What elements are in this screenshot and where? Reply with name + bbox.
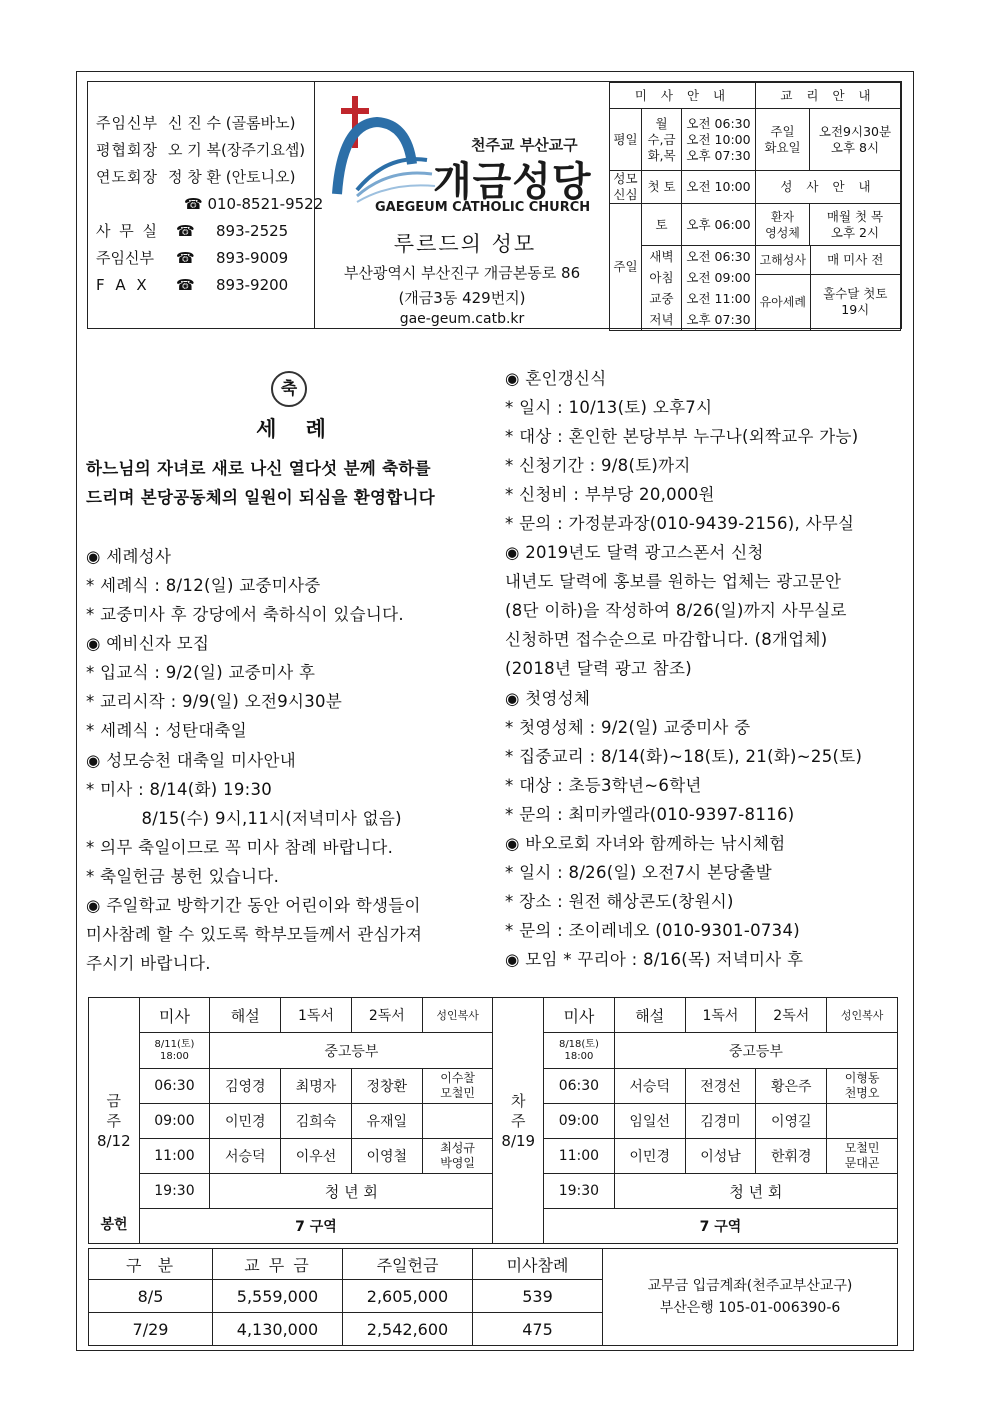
column-header: 구 분 bbox=[89, 1249, 213, 1280]
sacrament-time: 홀수달 첫토 19시 bbox=[823, 286, 888, 318]
notice-line: * 신청비 : 부부당 20,000원 bbox=[505, 485, 715, 504]
column-header: 미사참례 bbox=[473, 1249, 603, 1280]
notice-line: * 미사 : 8/14(화) 19:30 bbox=[86, 780, 273, 799]
notice-heading: ◉ 예비신자 모집 bbox=[86, 634, 210, 653]
notice-line: * 문의 : 가정분과장(010-9439-2156), 사무실 bbox=[505, 514, 855, 533]
mobile-number: 010-8521-9522 bbox=[207, 195, 324, 213]
phone-icon: ☎ bbox=[176, 249, 195, 267]
phone-row bbox=[96, 272, 314, 299]
account-number: 부산은행 105-01-006390-6 bbox=[659, 1300, 841, 1316]
second-reader: 정창환 bbox=[351, 1069, 422, 1104]
offering-cell: 2,605,000 bbox=[343, 1280, 473, 1313]
phone-icon: ☎ bbox=[176, 276, 195, 294]
mass-time: 오전 06:30 bbox=[686, 115, 751, 131]
baptism-intro-line: 드리며 본당공동체의 일원이 되심을 환영합니다 bbox=[86, 488, 435, 507]
notice-line: (2018년 달력 광고 참조) bbox=[505, 659, 692, 678]
sunday-label: 주일 bbox=[610, 204, 642, 331]
altar-server bbox=[422, 1104, 493, 1139]
baptism-title: 세 례 bbox=[256, 417, 326, 441]
notice-line: * 집중교리 : 8/14(화)~18(토), 21(화)~25(토) bbox=[505, 747, 863, 766]
notice-line: * 신청기간 : 9/8(토)까지 bbox=[505, 456, 691, 475]
catechism-time: 오전9시30분 오후 8시 bbox=[810, 109, 901, 171]
evening-group: 청 년 회 bbox=[614, 1174, 897, 1209]
mass-time: 11:00 bbox=[139, 1139, 210, 1174]
mass-time: 09:00 bbox=[139, 1104, 210, 1139]
commentator: 임일선 bbox=[614, 1104, 685, 1139]
mass-time: 09:00 bbox=[544, 1104, 615, 1139]
phone-row bbox=[96, 218, 314, 245]
website-link[interactable]: gae-geum.catb.kr bbox=[399, 311, 525, 327]
notice-heading: ◉ 혼인갱신식 bbox=[505, 369, 607, 388]
notice-line: * 일시 : 8/26(일) 오전7시 본당출발 bbox=[505, 863, 773, 882]
notice-line: * 입교식 : 9/2(일) 교중미사 후 bbox=[86, 663, 316, 682]
header bbox=[87, 81, 902, 329]
saturday-mass-time: 8/18(토) 18:00 bbox=[544, 1033, 615, 1069]
altar-server: 이형동 천명오 bbox=[827, 1069, 898, 1104]
address-line-1: 부산광역시 부산진구 개금본동로 86 bbox=[343, 264, 581, 282]
notice-line: * 대상 : 초등3학년~6학년 bbox=[505, 776, 702, 795]
tithe-cell: 4,130,000 bbox=[213, 1313, 343, 1346]
mass-time: 오전 09:00 bbox=[686, 270, 751, 285]
phone-label: 주임신부 bbox=[96, 249, 154, 267]
notice-line: * 세례식 : 성탄대축일 bbox=[86, 721, 247, 740]
notice-line: * 대상 : 혼인한 본당부부 누구나(외짝교우 가능) bbox=[505, 427, 859, 446]
notice-line: 내년도 달력에 홍보를 원하는 업체는 광고문안 bbox=[505, 572, 842, 591]
mass-day: 아침 bbox=[649, 270, 674, 285]
evening-group: 청 년 회 bbox=[210, 1174, 493, 1209]
offering-label: 봉헌 bbox=[89, 1211, 139, 1239]
column-header: 해설 bbox=[210, 998, 281, 1033]
staff-label: 주임신부 bbox=[96, 114, 158, 132]
mass-day: 교중 bbox=[649, 291, 674, 306]
mass-time: 오전 11:00 bbox=[686, 291, 751, 306]
mass-guide-title: 미 사 안 내 bbox=[610, 83, 756, 109]
diocese-name: 천주교 부산교구 bbox=[471, 136, 578, 154]
staff-row bbox=[96, 137, 314, 164]
staff-value: 신 진 수 (골롬바노) bbox=[168, 114, 296, 132]
notice-heading: ◉ 성모승천 대축일 미사안내 bbox=[86, 751, 296, 770]
column-header: 해설 bbox=[614, 998, 685, 1033]
mass-time: 오후 07:30 bbox=[686, 312, 751, 327]
attendance-cell: 539 bbox=[473, 1280, 603, 1313]
first-reader: 김경미 bbox=[685, 1104, 756, 1139]
notice-heading: ◉ 첫영성체 bbox=[505, 689, 591, 708]
saturday-group: 중고등부 bbox=[210, 1033, 493, 1069]
notice-line: * 세례식 : 8/12(일) 교중미사중 bbox=[86, 576, 321, 595]
second-reader: 유재일 bbox=[351, 1104, 422, 1139]
notice-line: * 의무 축일이므로 꼭 미사 참례 바랍니다. bbox=[86, 838, 394, 857]
catechism-title: 교 리 안 내 bbox=[756, 83, 901, 109]
notice-heading: ◉ 2019년도 달력 광고스폰서 신청 bbox=[505, 543, 764, 562]
sacrament-time: 매월 첫 목 오후 2시 bbox=[810, 204, 901, 246]
notice-line: (8단 이하)을 작성하여 8/26(일)까지 사무실로 bbox=[505, 601, 847, 620]
mass-time: 오전 10:00 bbox=[686, 131, 751, 147]
mass-time: 19:30 bbox=[544, 1174, 615, 1209]
patron-saint: 루르드의 성모 bbox=[393, 232, 537, 256]
notice-heading: ◉ 주일학교 방학기간 동안 어린이와 학생들이 bbox=[86, 896, 421, 915]
this-week-label: 금 주 8/12 bbox=[89, 998, 140, 1244]
sacrament-name: 유아세례 bbox=[756, 274, 810, 330]
mass-day: 저녁 bbox=[649, 312, 674, 327]
notice-line: 8/15(수) 9시,11시(저녁미사 없음) bbox=[86, 809, 402, 828]
church-english-name: GAEGEUM CATHOLIC CHURCH bbox=[375, 200, 591, 215]
altar-server: 이수찰 모철민 bbox=[422, 1069, 493, 1104]
column-header: 교 무 금 bbox=[213, 1249, 343, 1280]
column-header: 미사 bbox=[139, 998, 210, 1033]
phone-icon: ☎ bbox=[176, 222, 195, 240]
column-header: 2독서 bbox=[756, 998, 827, 1033]
commentator: 서승덕 bbox=[210, 1139, 281, 1174]
phone-label: F A X bbox=[96, 276, 150, 294]
notice-line: * 첫영성체 : 9/2(일) 교중미사 중 bbox=[505, 718, 751, 737]
mass-time: 19:30 bbox=[139, 1174, 210, 1209]
attendance-cell: 475 bbox=[473, 1313, 603, 1346]
mass-time: 06:30 bbox=[139, 1069, 210, 1104]
phone-value: 893-2525 bbox=[216, 222, 289, 240]
saturday-mass-time: 8/11(토) 18:00 bbox=[139, 1033, 210, 1069]
next-week-label: 차 주 8/19 bbox=[493, 998, 544, 1244]
column-header: 1독서 bbox=[685, 998, 756, 1033]
offering-next-week: 7 구역 bbox=[544, 1209, 898, 1244]
mass-time: 06:30 bbox=[544, 1069, 615, 1104]
church-name: 개금성당 bbox=[433, 159, 592, 205]
phone-value: 893-9009 bbox=[216, 249, 289, 267]
celebration-badge-icon: 축 bbox=[271, 371, 307, 407]
first-reader: 이우선 bbox=[281, 1139, 352, 1174]
altar-server: 최성규 박영일 bbox=[422, 1139, 493, 1174]
mass-time: 오후 07:30 bbox=[686, 147, 751, 163]
staff-label: 연도회장 bbox=[96, 168, 158, 186]
commentator: 이민경 bbox=[614, 1139, 685, 1174]
saturday-group: 중고등부 bbox=[614, 1033, 897, 1069]
catechism-day: 주일 화요일 bbox=[756, 109, 810, 171]
staff-info bbox=[88, 82, 324, 328]
tithe-cell: 5,559,000 bbox=[213, 1280, 343, 1313]
sacrament-name: 고해성사 bbox=[756, 246, 810, 274]
finance-table bbox=[88, 1248, 898, 1346]
commentator: 이민경 bbox=[210, 1104, 281, 1139]
first-reader: 최명자 bbox=[281, 1069, 352, 1104]
weekday-label: 평일 bbox=[610, 109, 642, 171]
altar-server: 모철민 문대곤 bbox=[827, 1139, 898, 1174]
mass-day: 화,목 bbox=[647, 147, 676, 163]
baptism-intro-line: 하느님의 자녀로 새로 나신 열다섯 분께 축하를 bbox=[86, 459, 431, 478]
sacrament-name: 환자 영성체 bbox=[756, 204, 810, 246]
column-header: 성인복사 bbox=[422, 998, 493, 1033]
mobile-row bbox=[96, 191, 324, 218]
notice-heading: ◉ 세례성사 bbox=[86, 547, 172, 566]
staff-row bbox=[96, 164, 314, 191]
phone-row bbox=[96, 245, 314, 272]
sacrament-time: 매 미사 전 bbox=[810, 246, 900, 274]
mass-day: 새벽 bbox=[649, 249, 674, 264]
date-cell: 8/5 bbox=[89, 1280, 213, 1313]
notice-line: * 장소 : 원전 해상콘도(창원시) bbox=[505, 892, 734, 911]
notice-line: * 교리시작 : 9/9(일) 오전9시30분 bbox=[86, 692, 343, 711]
notice-line: * 축일헌금 봉헌 있습니다. bbox=[86, 867, 280, 886]
first-reader: 전경선 bbox=[685, 1069, 756, 1104]
staff-label: 평협회장 bbox=[96, 141, 158, 159]
notice-line: 신청하면 접수순으로 마감합니다. (8개업체) bbox=[505, 630, 828, 649]
saturday-day: 토 bbox=[642, 204, 682, 246]
saturday-time: 오후 06:00 bbox=[682, 204, 756, 246]
mass-time: 11:00 bbox=[544, 1139, 615, 1174]
column-header: 1독서 bbox=[281, 998, 352, 1033]
commentator: 서승덕 bbox=[614, 1069, 685, 1104]
offering-this-week: 7 구역 bbox=[139, 1209, 493, 1244]
column-header: 미사 bbox=[544, 998, 615, 1033]
column-header: 2독서 bbox=[351, 998, 422, 1033]
first-reader: 김희숙 bbox=[281, 1104, 352, 1139]
staff-row bbox=[96, 110, 314, 137]
first-reader: 이성남 bbox=[685, 1139, 756, 1174]
phone-icon: ☎ bbox=[184, 195, 203, 213]
devotion-time: 오전 10:00 bbox=[682, 171, 756, 204]
notice-line: * 일시 : 10/13(토) 오후7시 bbox=[505, 398, 713, 417]
phone-label: 사 무 실 bbox=[96, 222, 160, 240]
staff-value: 정 창 환 (안토니오) bbox=[168, 168, 296, 186]
second-reader: 이영길 bbox=[756, 1104, 827, 1139]
column-header: 성인복사 bbox=[827, 998, 898, 1033]
mass-time: 오전 06:30 bbox=[686, 249, 751, 264]
second-reader: 황은주 bbox=[756, 1069, 827, 1104]
date-cell: 7/29 bbox=[89, 1313, 213, 1346]
mass-guide-table bbox=[609, 82, 901, 331]
liturgy-schedule-table bbox=[88, 997, 898, 1244]
notice-line: * 문의 : 조이레네오 (010-9301-0734) bbox=[505, 921, 801, 940]
sacraments-title: 성 사 안 내 bbox=[756, 171, 901, 204]
notice-line: 미사참례 할 수 있도록 학부모들께서 관심가져 bbox=[86, 925, 423, 944]
notice-line: * 교중미사 후 강당에서 축하식이 있습니다. bbox=[86, 605, 404, 624]
commentator: 김영경 bbox=[210, 1069, 281, 1104]
notice-line: * 문의 : 최미카엘라(010-9397-8116) bbox=[505, 805, 795, 824]
column-header: 주일헌금 bbox=[343, 1249, 473, 1280]
second-reader: 이영철 bbox=[351, 1139, 422, 1174]
notice-heading: ◉ 바오로회 자녀와 함께하는 낚시체험 bbox=[505, 834, 786, 853]
staff-value: 오 기 복(장주기요셉) bbox=[168, 141, 306, 159]
devotion-day: 첫 토 bbox=[642, 171, 682, 204]
address-line-2: (개금3동 429번지) bbox=[398, 289, 526, 307]
second-reader: 한휘경 bbox=[756, 1139, 827, 1174]
mass-day: 수,금 bbox=[647, 131, 676, 147]
mass-day: 월 bbox=[655, 115, 668, 131]
devotion-label: 성모 신심 bbox=[610, 171, 642, 204]
notice-heading: ◉ 모임 * 꾸리아 : 8/16(목) 저녁미사 후 bbox=[505, 950, 804, 969]
account-info: 교무금 입금계좌(천주교부산교구) bbox=[647, 1278, 853, 1294]
offering-cell: 2,542,600 bbox=[343, 1313, 473, 1346]
notice-line: 주시기 바랍니다. bbox=[86, 954, 211, 973]
church-logo-area bbox=[315, 82, 609, 328]
phone-value: 893-9200 bbox=[216, 276, 289, 294]
church-logo-icon bbox=[327, 94, 437, 206]
altar-server bbox=[827, 1104, 898, 1139]
